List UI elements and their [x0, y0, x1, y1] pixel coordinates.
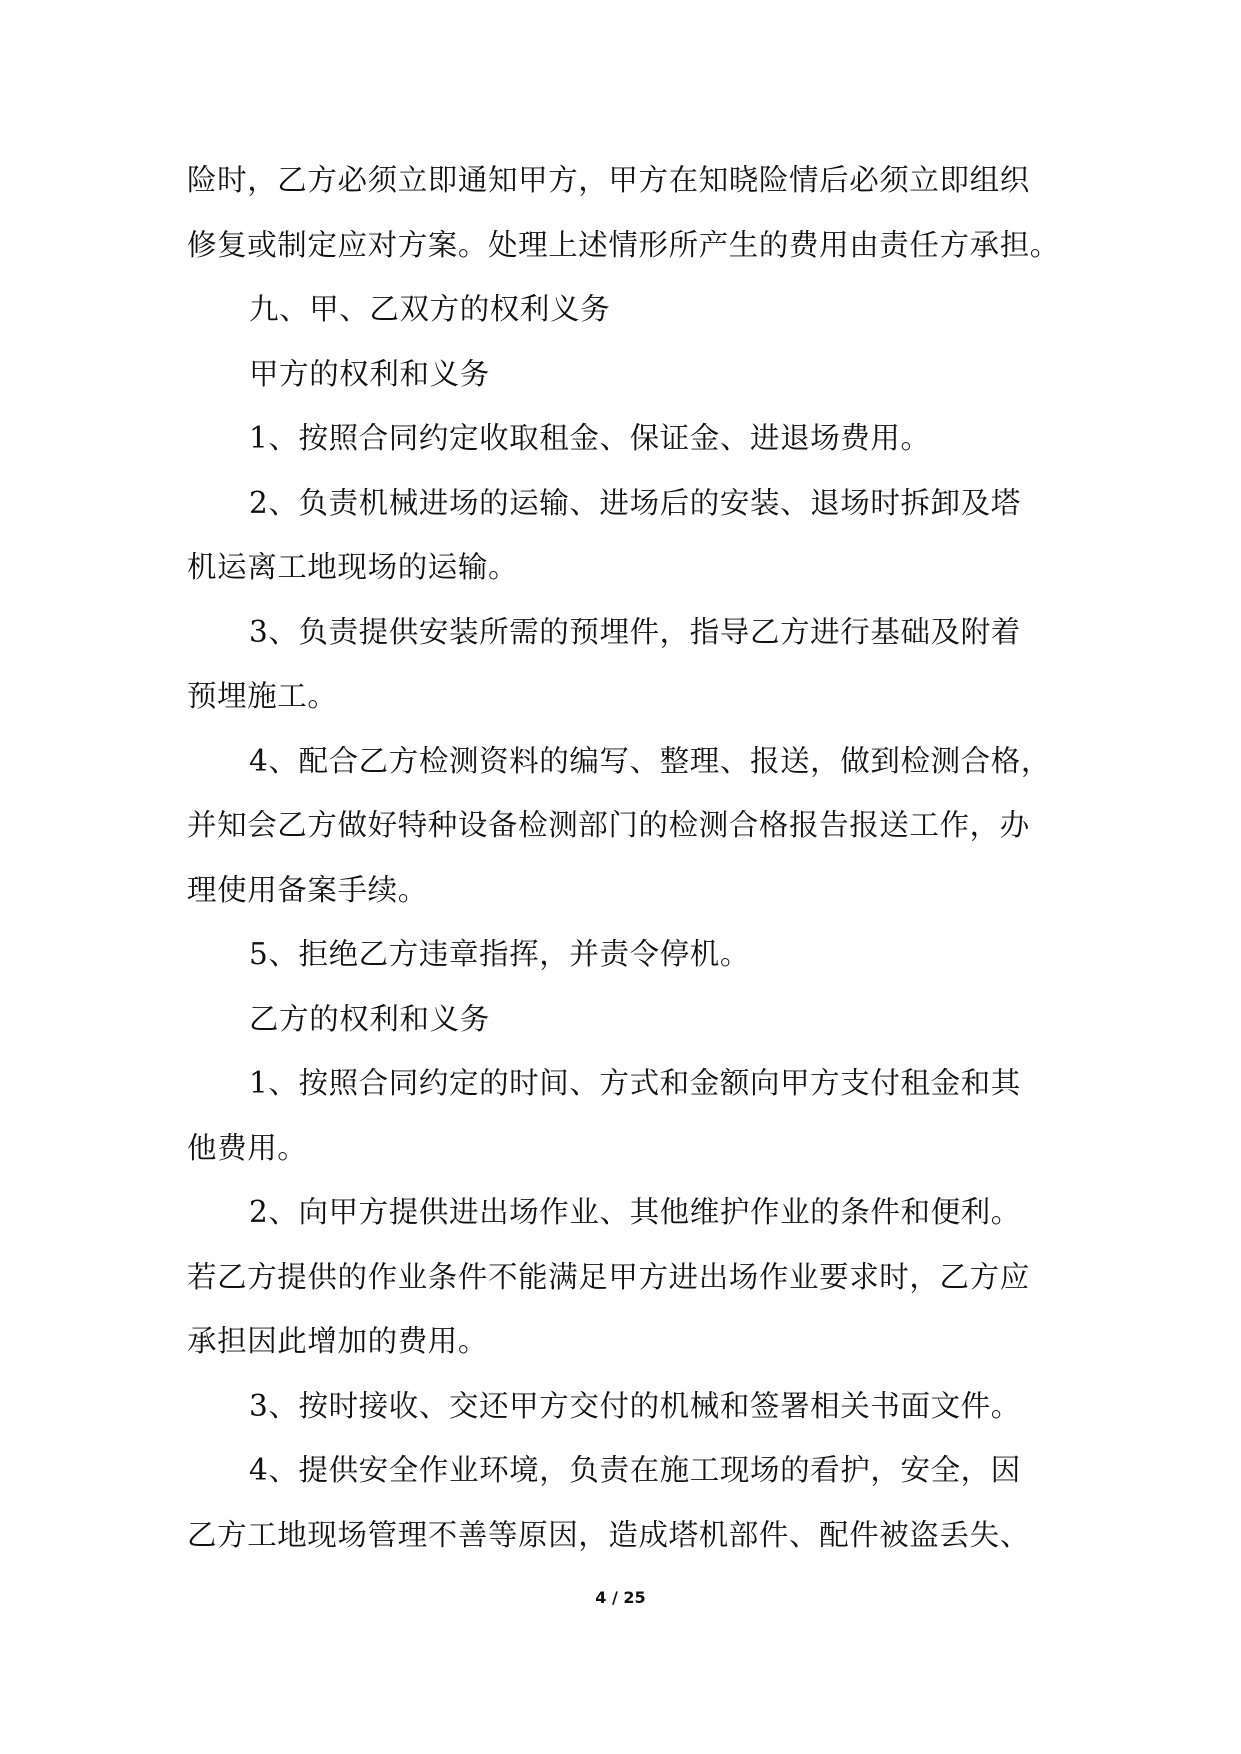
text-line: 乙方工地现场管理不善等原因，造成塔机部件、配件被盗丢失、 — [187, 1517, 1030, 1552]
text-line: 理使用备案手续。 — [187, 872, 428, 907]
page-number: 4 / 25 — [595, 1588, 646, 1607]
text-line: 若乙方提供的作业条件不能满足甲方进出场作业要求时，乙方应 — [187, 1259, 1030, 1294]
list-item: 3、按时接收、交还甲方交付的机械和签署相关书面文件。 — [249, 1388, 1021, 1423]
list-item: 4、提供安全作业环境，负责在施工现场的看护，安全，因 — [249, 1453, 1021, 1487]
subsection-heading: 乙方的权利和义务 — [249, 1001, 490, 1036]
subsection-heading: 甲方的权利和义务 — [249, 356, 490, 391]
section-heading: 九、甲、乙双方的权利义务 — [249, 292, 611, 326]
text-line: 修复或制定应对方案。处理上述情形所产生的费用由责任方承担。 — [187, 227, 1060, 262]
text-line: 并知会乙方做好特种设备检测部门的检测合格报告报送工作，办 — [187, 808, 1030, 842]
text-line: 机运离工地现场的运输。 — [187, 550, 519, 584]
list-item: 1、按照合同约定收取租金、保证金、进退场费用。 — [249, 421, 931, 455]
list-item: 5、拒绝乙方违章指挥，并责令停机。 — [249, 937, 750, 971]
text-line: 险时，乙方必须立即通知甲方，甲方在知晓险情后必须立即组织 — [187, 163, 1030, 197]
list-item: 2、向甲方提供进出场作业、其他维护作业的条件和便利。 — [249, 1195, 1021, 1229]
list-item: 2、负责机械进场的运输、进场后的安装、退场时拆卸及塔 — [249, 485, 1021, 520]
text-line: 他费用。 — [187, 1130, 308, 1165]
list-item: 1、按照合同约定的时间、方式和金额向甲方支付租金和其 — [249, 1066, 1021, 1100]
text-line: 承担因此增加的费用。 — [187, 1324, 489, 1358]
list-item: 3、负责提供安装所需的预埋件，指导乙方进行基础及附着 — [249, 614, 1021, 649]
document-body — [187, 148, 1077, 1567]
list-item: 4、配合乙方检测资料的编写、整理、报送，做到检测合格， — [249, 743, 1051, 778]
text-line: 预埋施工。 — [187, 679, 338, 713]
